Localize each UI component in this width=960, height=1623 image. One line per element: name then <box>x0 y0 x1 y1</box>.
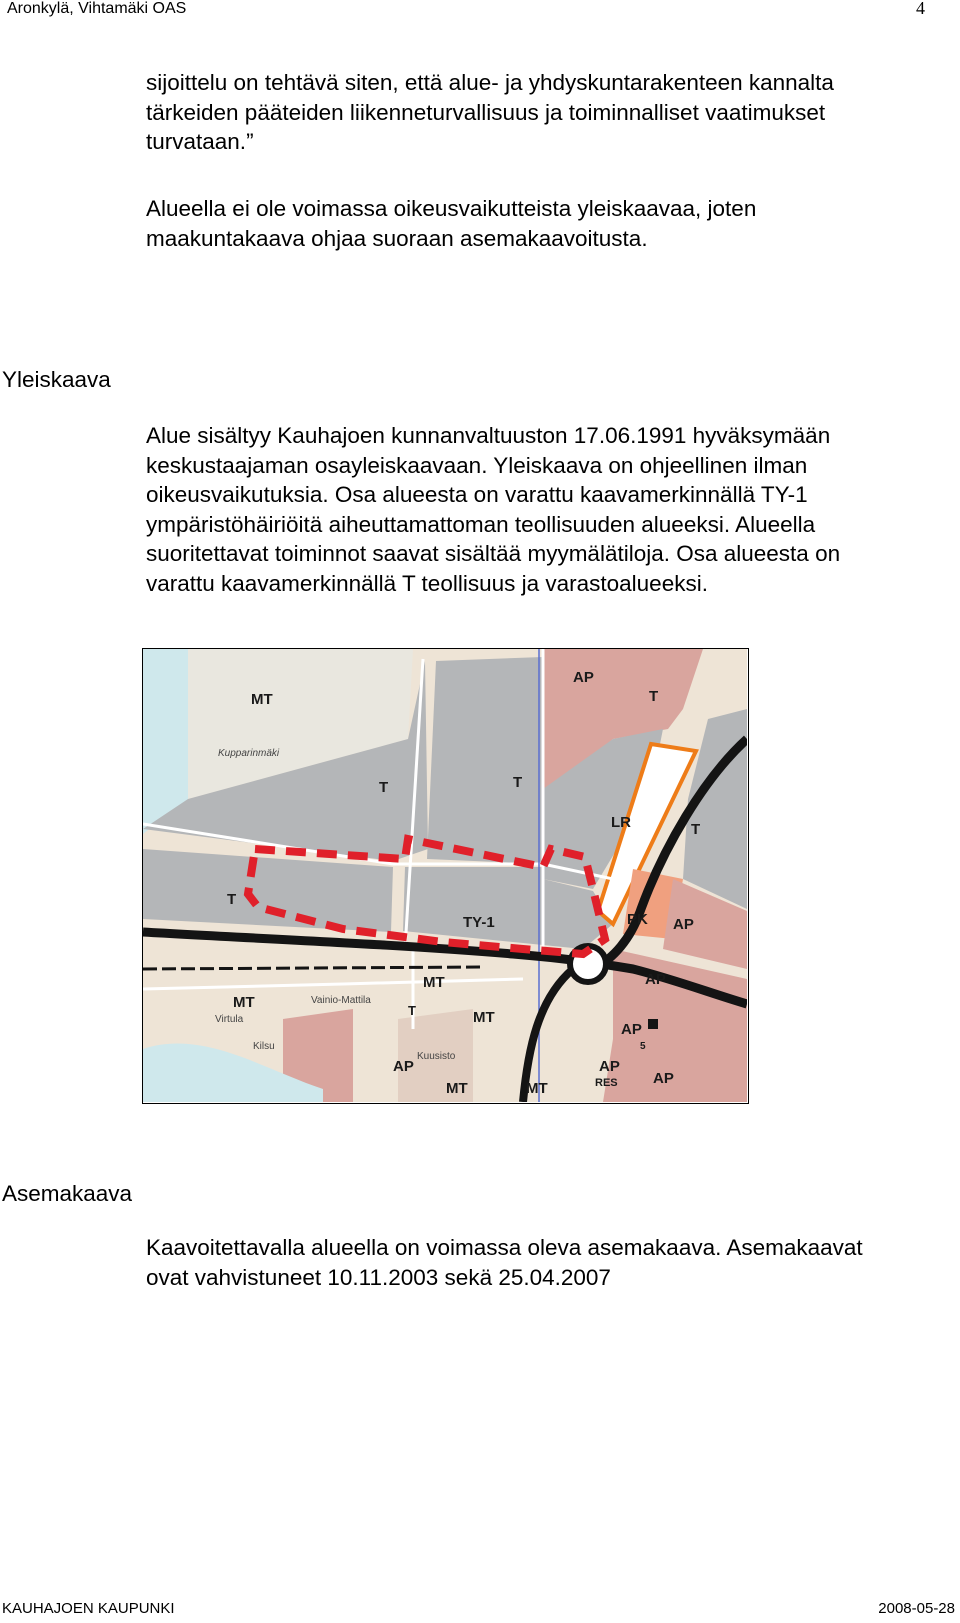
map-label-mt: MT <box>526 1080 548 1097</box>
map-label-ap-br: AP <box>653 1070 674 1087</box>
paragraph-line: keskustaajaman osayleiskaavaan. Yleiskaava on ohjeellinen ilman <box>146 452 808 478</box>
paragraph-line: Kaavoitettavalla alueella on voimassa oleva asemakaava. Asemakaavat <box>146 1235 863 1260</box>
map-label-ap-res: AP <box>599 1058 620 1075</box>
paragraph-line: oikeusvaikutuksia. Osa alueesta on varattu kaavamerkinnällä TY-1 <box>146 482 808 507</box>
maakuntakaava-paragraph <box>146 194 946 253</box>
map-label-lr: LR <box>611 814 631 831</box>
map-label-mt: MT <box>233 994 255 1011</box>
paragraph-line: suoritettavat toiminnot saavat sisältää myymälätiloja. Osa alueesta on <box>146 541 841 566</box>
map-place-name: Kupparinmäki <box>218 748 280 759</box>
map-label-res: RES <box>595 1077 618 1089</box>
map-label-t: T <box>649 688 659 705</box>
map-place-name: Virtula <box>215 1014 244 1025</box>
map-label-ap-bl: AP <box>393 1058 414 1075</box>
map-label-mt: MT <box>423 974 445 991</box>
map-label-ap-low: AP <box>645 971 666 988</box>
map-area-t-centre <box>427 657 543 864</box>
paragraph-line: maakuntakaava ohjaa suoraan asemakaavoitusta. <box>146 225 648 251</box>
map-label-t: T <box>513 774 523 791</box>
paragraph-line: Alueella ei ole voimassa oikeusvaikutteista yleiskaavaa, joten <box>146 196 757 221</box>
map-label-ap5: AP <box>621 1021 642 1038</box>
intro-line: sijoittelu on tehtävä siten, että alue- ja yhdyskuntarakenteen kannalta <box>146 70 834 95</box>
map-label-mt: MT <box>446 1080 468 1097</box>
map-place-name: Kuusisto <box>417 1051 456 1062</box>
footer-organization: KAUHAJOEN KAUPUNKI <box>2 1600 175 1617</box>
map-label-mt: MT <box>473 1009 495 1026</box>
map-label-t: T <box>408 1003 416 1018</box>
map-label-t: T <box>379 779 389 796</box>
yleiskaava-paragraph <box>146 421 946 598</box>
section-heading-yleiskaava: Yleiskaava <box>2 367 111 392</box>
map-place-name: Kilsu <box>253 1041 275 1052</box>
asemakaava-paragraph <box>146 1233 946 1292</box>
map-label-ty1: TY-1 <box>463 914 495 931</box>
map-building-symbol <box>648 1019 658 1029</box>
paragraph-line: ovat vahvistuneet 10.11.2003 sekä 25.04.2007 <box>146 1264 611 1290</box>
section-heading-asemakaava: Asemakaava <box>2 1181 133 1206</box>
intro-paragraph <box>146 68 946 157</box>
intro-line: tärkeiden pääteiden liikenneturvallisuus ja toiminnalliset vaatimukset <box>146 99 826 125</box>
map-label-t: T <box>691 821 701 838</box>
document-title: Aronkylä, Vihtamäki OAS <box>7 0 187 17</box>
page-number: 4 <box>916 0 925 18</box>
map-label-mt: MT <box>251 691 273 708</box>
intro-line: turvataan.” <box>146 129 254 154</box>
map-label-t-left: T <box>227 891 237 908</box>
paragraph-line: varattu kaavamerkinnällä T teollisuus ja varastoalueeksi. <box>146 570 708 596</box>
paragraph-line: ympäristöhäiriöitä aiheuttamattoman teollisuuden alueeksi. Alueella <box>146 511 816 537</box>
map-place-name: Vainio-Mattila <box>311 995 371 1006</box>
map-label-ap5-sub: 5 <box>640 1041 646 1052</box>
map-label-pk: PK <box>627 911 648 928</box>
map-label-ap-top: AP <box>573 669 594 686</box>
footer-date: 2008-05-28 <box>878 1600 955 1617</box>
paragraph-line: Alue sisältyy Kauhajoen kunnanvaltuuston 17.06.1991 hyväksymään <box>146 423 831 448</box>
map-label-ap-mid: AP <box>673 916 694 933</box>
yleiskaava-map <box>142 648 749 1104</box>
